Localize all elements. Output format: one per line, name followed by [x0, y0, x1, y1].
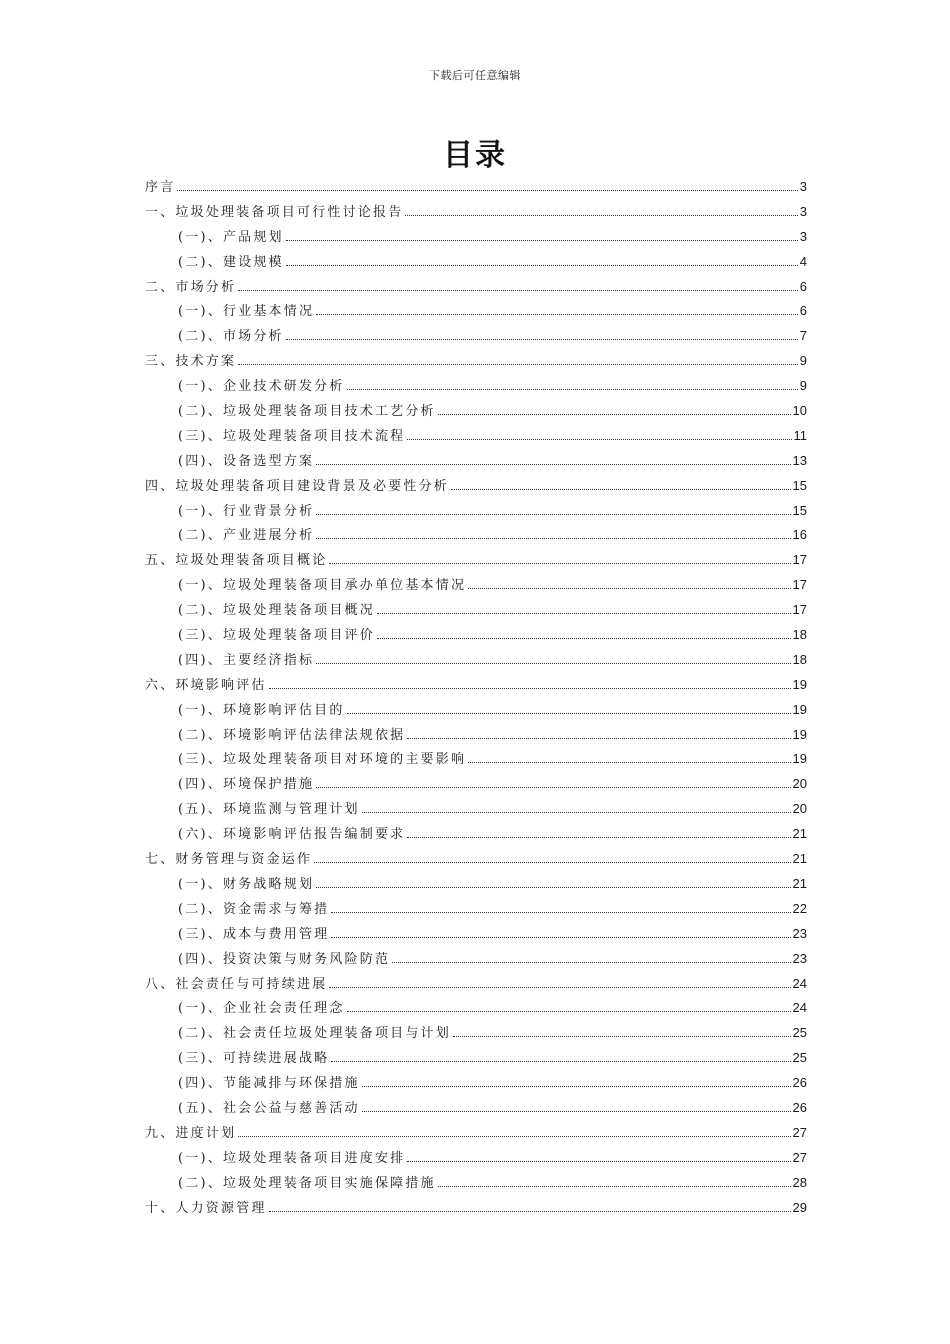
toc-dot-leader: [468, 762, 790, 763]
toc-entry-label: (二)、产业进展分析: [178, 528, 315, 544]
toc-entry-page-number: 10: [792, 403, 807, 419]
toc-entry-page-number: 19: [792, 676, 807, 692]
toc-entry[interactable]: [145, 324, 807, 349]
toc-entry-label: 九、进度计划: [145, 1125, 237, 1141]
toc-entry[interactable]: [145, 523, 807, 548]
toc-entry[interactable]: [145, 474, 807, 499]
toc-entry-page-number: 21: [792, 851, 807, 867]
toc-entry-page-number: 22: [792, 900, 807, 916]
toc-entry[interactable]: [145, 573, 807, 598]
toc-entry-page-number: 15: [792, 477, 807, 493]
toc-entry-page-number: 25: [792, 1025, 807, 1041]
toc-entry-page-number: 29: [792, 1199, 807, 1215]
toc-entry-label: (一)、环境影响评估目的: [178, 702, 345, 718]
toc-dot-leader: [405, 215, 797, 216]
toc-entry[interactable]: [145, 374, 807, 399]
toc-dot-leader: [286, 240, 798, 241]
toc-entry-page-number: 21: [792, 875, 807, 891]
toc-dot-leader: [451, 489, 791, 490]
toc-entry[interactable]: [145, 797, 807, 822]
toc-entry-label: (三)、垃圾处理装备项目对环境的主要影响: [178, 752, 467, 768]
toc-entry-label: (一)、企业社会责任理念: [178, 1001, 345, 1017]
toc-entry[interactable]: [145, 1096, 807, 1121]
toc-entry-page-number: 19: [792, 701, 807, 717]
toc-dot-leader: [269, 688, 791, 689]
toc-entry[interactable]: [145, 996, 807, 1021]
toc-dot-leader: [407, 439, 791, 440]
toc-dot-leader: [407, 837, 790, 838]
toc-entry-page-number: 21: [792, 826, 807, 842]
toc-dot-leader: [329, 563, 790, 564]
toc-entry-page-number: 6: [799, 278, 807, 294]
toc-entry-page-number: 15: [792, 502, 807, 518]
header-note: 下载后可任意编辑: [429, 69, 521, 82]
toc-dot-leader: [377, 638, 791, 639]
toc-dot-leader: [453, 1036, 791, 1037]
toc-entry-page-number: 24: [792, 1000, 807, 1016]
toc-entry-label: (二)、市场分析: [178, 329, 284, 345]
toc-entry-label: (三)、垃圾处理装备项目技术流程: [178, 428, 406, 444]
toc-entry[interactable]: [145, 1021, 807, 1046]
toc-dot-leader: [316, 514, 790, 515]
toc-entry-label: 四、垃圾处理装备项目建设背景及必要性分析: [145, 478, 450, 494]
toc-entry[interactable]: [145, 648, 807, 673]
toc-dot-leader: [347, 389, 798, 390]
toc-dot-leader: [392, 962, 790, 963]
toc-entry-label: (四)、环境保护措施: [178, 777, 315, 793]
toc-entry-page-number: 23: [792, 950, 807, 966]
toc-dot-leader: [438, 414, 791, 415]
toc-entry-page-number: 16: [792, 527, 807, 543]
toc-dot-leader: [238, 290, 798, 291]
toc-entry[interactable]: [145, 847, 807, 872]
toc-entry[interactable]: [145, 299, 807, 324]
toc-entry-label: (四)、主要经济指标: [178, 652, 315, 668]
toc-entry[interactable]: [145, 698, 807, 723]
toc-entry[interactable]: [145, 399, 807, 424]
toc-entry-label: 八、社会责任与可持续进展: [145, 976, 328, 992]
toc-entry[interactable]: [145, 175, 807, 200]
toc-entry-page-number: 18: [792, 627, 807, 643]
toc-entry-page-number: 19: [792, 751, 807, 767]
toc-list: [145, 175, 807, 1220]
toc-entry-label: (二)、环境影响评估法律法规依据: [178, 727, 406, 743]
toc-dot-leader: [314, 862, 790, 863]
toc-dot-leader: [331, 912, 790, 913]
toc-entry-page-number: 18: [792, 651, 807, 667]
toc-entry[interactable]: [145, 225, 807, 250]
toc-entry-label: (一)、财务战略规划: [178, 876, 315, 892]
toc-dot-leader: [316, 314, 798, 315]
toc-entry-label: (四)、投资决策与财务风险防范: [178, 951, 391, 967]
toc-entry-page-number: 17: [792, 552, 807, 568]
toc-entry-page-number: 4: [799, 253, 807, 269]
toc-dot-leader: [316, 538, 790, 539]
toc-entry[interactable]: [145, 499, 807, 524]
toc-dot-leader: [362, 1086, 791, 1087]
toc-entry-label: 二、市场分析: [145, 279, 237, 295]
toc-entry-label: (六)、环境影响评估报告编制要求: [178, 827, 406, 843]
toc-dot-leader: [316, 663, 790, 664]
toc-entry-label: (三)、垃圾处理装备项目评价: [178, 628, 375, 644]
toc-entry[interactable]: [145, 1121, 807, 1146]
toc-entry[interactable]: [145, 1196, 807, 1221]
toc-entry-page-number: 20: [792, 801, 807, 817]
toc-entry-label: 一、垃圾处理装备项目可行性讨论报告: [145, 204, 404, 220]
toc-entry[interactable]: [145, 822, 807, 847]
toc-entry-label: (一)、产品规划: [178, 229, 284, 245]
toc-entry[interactable]: [145, 1171, 807, 1196]
toc-dot-leader: [331, 1061, 790, 1062]
toc-dot-leader: [331, 937, 790, 938]
toc-entry[interactable]: [145, 1146, 807, 1171]
toc-entry-page-number: 19: [792, 726, 807, 742]
toc-entry-page-number: 17: [792, 577, 807, 593]
toc-entry-page-number: 11: [793, 427, 807, 443]
toc-dot-leader: [316, 887, 790, 888]
toc-dot-leader: [362, 1111, 791, 1112]
toc-entry-label: (二)、垃圾处理装备项目实施保障措施: [178, 1175, 436, 1191]
toc-entry-label: (二)、社会责任垃圾处理装备项目与计划: [178, 1026, 451, 1042]
toc-entry-label: (四)、设备选型方案: [178, 453, 315, 469]
toc-entry-label: (一)、垃圾处理装备项目承办单位基本情况: [178, 578, 467, 594]
toc-entry-label: 序言: [145, 180, 176, 195]
toc-entry[interactable]: [145, 723, 807, 748]
toc-dot-leader: [316, 464, 790, 465]
toc-entry-label: 五、垃圾处理装备项目概论: [145, 553, 328, 569]
toc-entry-label: (五)、社会公益与慈善活动: [178, 1100, 360, 1116]
toc-entry-label: (二)、资金需求与筹措: [178, 901, 330, 917]
toc-entry-page-number: 27: [792, 1149, 807, 1165]
toc-entry-page-number: 9: [799, 353, 807, 369]
toc-entry[interactable]: [145, 947, 807, 972]
toc-dot-leader: [316, 787, 790, 788]
toc-dot-leader: [238, 364, 798, 365]
toc-entry-label: (三)、可持续进展战略: [178, 1051, 330, 1067]
toc-entry-label: 三、技术方案: [145, 354, 237, 370]
toc-entry-page-number: 28: [792, 1174, 807, 1190]
toc-entry-page-number: 24: [792, 975, 807, 991]
toc-entry[interactable]: [145, 424, 807, 449]
toc-entry-label: (一)、企业技术研发分析: [178, 379, 345, 395]
toc-dot-leader: [329, 987, 790, 988]
toc-entry-label: (五)、环境监测与管理计划: [178, 802, 360, 818]
toc-entry-page-number: 3: [799, 228, 807, 244]
toc-entry-page-number: 6: [799, 303, 807, 319]
toc-entry[interactable]: [145, 872, 807, 897]
toc-entry-label: (四)、节能减排与环保措施: [178, 1076, 360, 1092]
toc-entry[interactable]: [145, 673, 807, 698]
toc-dot-leader: [286, 339, 798, 340]
toc-entry-page-number: 26: [792, 1099, 807, 1115]
toc-entry-page-number: 3: [799, 179, 807, 194]
toc-entry[interactable]: [145, 250, 807, 275]
toc-entry[interactable]: [145, 598, 807, 623]
toc-entry[interactable]: [145, 972, 807, 997]
toc-entry-page-number: 23: [792, 925, 807, 941]
toc-entry[interactable]: [145, 772, 807, 797]
toc-entry[interactable]: [145, 349, 807, 374]
toc-entry-label: (一)、垃圾处理装备项目进度安排: [178, 1150, 406, 1166]
toc-dot-leader: [238, 1136, 790, 1137]
toc-entry-label: (二)、垃圾处理装备项目技术工艺分析: [178, 404, 436, 420]
toc-entry[interactable]: [145, 200, 807, 225]
toc-dot-leader: [377, 613, 791, 614]
toc-entry[interactable]: [145, 548, 807, 573]
toc-entry[interactable]: [145, 623, 807, 648]
toc-title: 目录: [443, 138, 507, 173]
toc-entry-page-number: 9: [799, 378, 807, 394]
toc-entry[interactable]: [145, 922, 807, 947]
toc-dot-leader: [362, 812, 791, 813]
toc-entry-label: (二)、建设规模: [178, 254, 284, 270]
toc-dot-leader: [407, 1161, 790, 1162]
toc-dot-leader: [347, 1011, 791, 1012]
toc-entry-label: (一)、行业背景分析: [178, 503, 315, 519]
toc-entry-page-number: 7: [799, 328, 807, 344]
toc-dot-leader: [286, 265, 798, 266]
toc-dot-leader: [438, 1186, 791, 1187]
toc-entry-label: 七、财务管理与资金运作: [145, 852, 313, 868]
toc-entry-page-number: 13: [792, 452, 807, 468]
toc-dot-leader: [177, 190, 797, 191]
toc-entry[interactable]: [145, 1046, 807, 1071]
toc-dot-leader: [347, 713, 791, 714]
toc-dot-leader: [269, 1211, 791, 1212]
toc-dot-leader: [468, 588, 790, 589]
toc-entry-label: (三)、成本与费用管理: [178, 926, 330, 942]
toc-entry[interactable]: [145, 897, 807, 922]
toc-entry[interactable]: [145, 1071, 807, 1096]
toc-entry-label: (一)、行业基本情况: [178, 304, 315, 320]
toc-entry-label: (二)、垃圾处理装备项目概况: [178, 603, 375, 619]
toc-entry-page-number: 27: [792, 1124, 807, 1140]
toc-entry-page-number: 25: [792, 1050, 807, 1066]
toc-entry-label: 十、人力资源管理: [145, 1200, 267, 1216]
toc-entry[interactable]: [145, 449, 807, 474]
toc-entry-page-number: 3: [799, 203, 807, 219]
toc-entry-label: 六、环境影响评估: [145, 677, 267, 693]
toc-entry-page-number: 17: [792, 602, 807, 618]
toc-entry[interactable]: [145, 747, 807, 772]
toc-dot-leader: [407, 738, 790, 739]
toc-entry-page-number: 26: [792, 1075, 807, 1091]
toc-entry[interactable]: [145, 275, 807, 300]
toc-entry-page-number: 20: [792, 776, 807, 792]
